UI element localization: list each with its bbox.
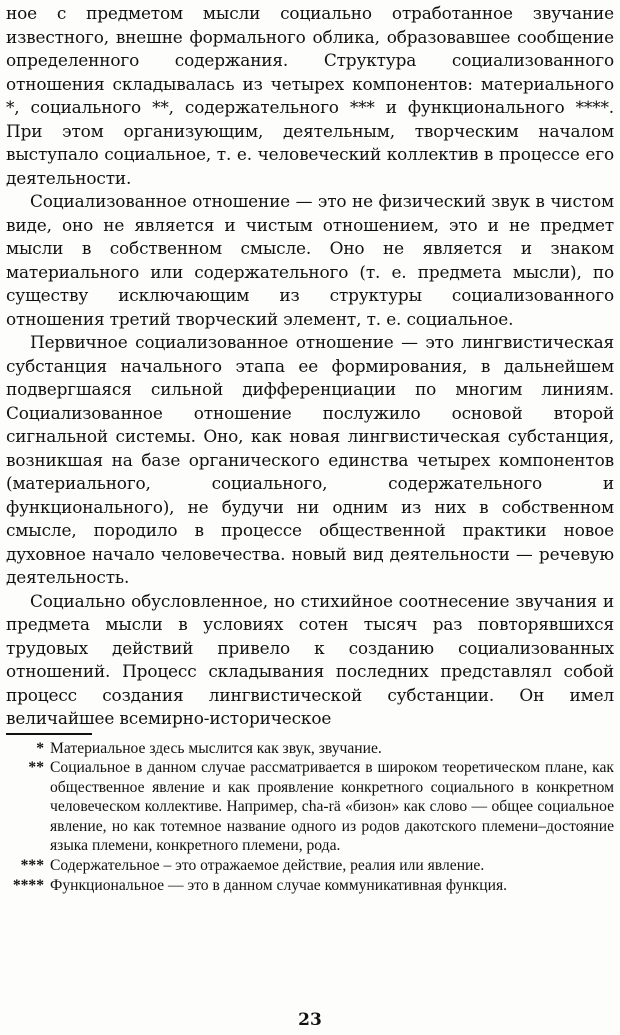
page-number: 23	[298, 1010, 322, 1030]
footnotes	[6, 739, 614, 896]
footnote-text: Функциональное — это в данном случае коммуникативная функция.	[50, 876, 508, 894]
footnote	[6, 856, 614, 876]
footnote-text: Содержательное – это отражаемое действие, реалия или явление.	[50, 857, 485, 875]
footnote-divider	[6, 733, 92, 735]
paragraph: Социально обусловленное, но стихийное соотнесение звучания и предмета мысли в условиях сотен тысяч раз повторявшихся трудовых действий привело к созданию социализованных отношений. Процесс складывания последних представлял собой процесс создания лингвистической субстанции. Он имел величайшее всемирно-историческое	[6, 590, 614, 728]
footnote-mark: *	[36, 739, 44, 757]
paragraph: Первичное социализованное отношение — это лингвистическая субстанция начального этапа ее формирования, в дальнейшем подвергшаяся сильной дифференциации по многим линиям. Социализованное отношение послужило основой второй сигнальной системы. Оно, как новая лингвистическая субстанция, возникшая на базе органического единства четырех компонентов (материального, социального, содержательного и функционального), не будучи ни одним из них в собственном смысле, породило в процессе общественной практики новое духовное начало человечества. новый вид деятельности — речевую деятельность.	[6, 332, 614, 587]
footnote-mark: ****	[12, 876, 44, 894]
footnote-text: Материальное здесь мыслится как звук, звучание.	[50, 739, 382, 757]
main-text	[6, 2, 614, 731]
footnote-mark: **	[28, 759, 44, 777]
paragraph: Социализованное отношение — это не физический звук в чистом виде, оно не является и чистым отношением, это и не предмет мысли в собственном смысле. Оно не является и знаком материального или содержательного (т. е. предмета мысли), по существу исключающим из структуры социализованного отношения третий творческий элемент, т. е. социальное.	[6, 191, 614, 329]
footnote	[6, 739, 614, 759]
footnote	[6, 876, 614, 896]
paragraph-continuation: ное с предметом мысли социально отработанное звучание известного, внешне формального облика, образовавшее сообщение определенного содержания. Структура социализованного отношения складывалась из четырех компонентов: материального *, социального **, содержательного *** и функционального ****. При этом организующим, деятельным, творческим началом выступало социальное, т. е. человеческий коллектив в процессе его деятельности.	[6, 3, 614, 188]
footnote-mark: ***	[20, 857, 44, 875]
footnote	[6, 758, 614, 856]
footnote-text: Социальное в данном случае рассматривается в широком теоретическом плане, как общественное явление и как проявление конкретного социального в конкретном человеческом коллективе. Например, cha-rä «бизон» как слово — общее социальное явление, но как тотемное название одного из родов дакотского племени–достояние языка племени, конкретного племени, рода.	[50, 759, 614, 855]
